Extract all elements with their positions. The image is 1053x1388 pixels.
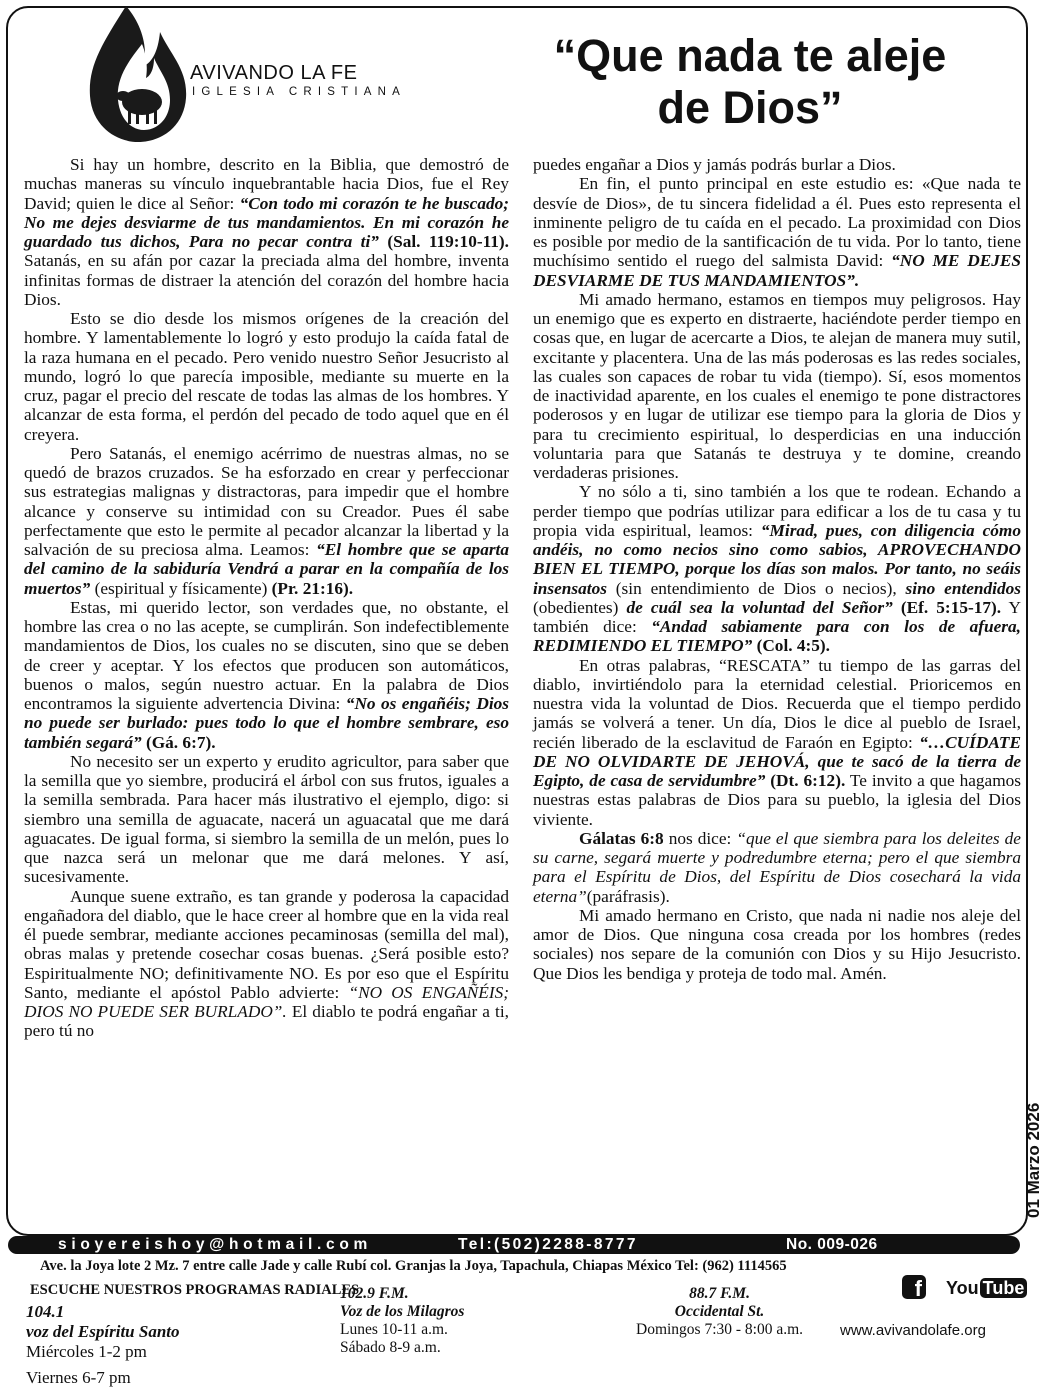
scripture-quote: “Mirad, pues, con diligencia cómo andéis, no como necios sino como sabios, APROVECHANDO BIEN EL TIEMPO, porque los días son malos. Por tanto, no seáis insensatos xyxy=(533,520,1021,598)
text-run: (sin entendimiento de Dios o necios), xyxy=(606,578,906,598)
scripture-reference: (Pr. 21:16). xyxy=(271,578,354,598)
text-run: Estas, mi querido lector, son verdades que, no obstante, el hombre las crea o no las acepte, se cumplirán. Son indefectiblemente mandamientos de Dios, los cuales no se discuten, sino que se deben de creer y aceptar. Y los efectos que producen son automáticos, buenos o malos, según nuestro actuar. En la palabra de Dios encontramos la siguiente advertencia Divina: xyxy=(24,597,509,713)
paragraph xyxy=(533,174,1021,290)
phone-number: Tel:(502)2288-8777 xyxy=(458,1236,638,1253)
text-run: Y no sólo a ti, sino también a los que te rodean. Echando a perder tiempo que podrías utilizar para edificar a los de tu casa y tu propia vida espiritual, leamos: xyxy=(533,482,1021,540)
contact-bar xyxy=(8,1236,1020,1254)
paragraph: Esto se dio desde los mismos orígenes de la creación del hombre. Y lamentablemente lo logró y esto produjo la caída fatal de la raza humana en el pecado. Pero venido nuestro Señor Jesucristo al mundo, logró lo que parecía imposible, mediante su muerte en la cruz, pagar el precio del rescate de todas las almas de los hombres. Y alcanzar de esta forma, el perdón del pecado de todo aquel que en él creyera. xyxy=(24,309,509,444)
scripture-reference: (Dt. 6:12). xyxy=(765,771,846,790)
radio-programs-heading: ESCUCHE NUESTROS PROGRAMAS RADIALES xyxy=(30,1282,360,1298)
scripture-quote: de cuál sea la voluntad del Señor” xyxy=(626,597,893,617)
text-run: Pero Satanás, el enemigo acérrimo de nuestras almas, no se quedó de brazos cruzados. Se ha esforzado en crear y perfeccionar sus estrategias malignas y distractoras, para impedir que el hombre alcance y conserve su intimidad con su Creador. Pues él sabe perfectamente que esto le permite al pecador alcanzar la libertad y la salvación de su preciosa alma. Leamos: xyxy=(24,443,509,559)
facebook-icon[interactable]: f xyxy=(902,1275,926,1299)
paragraph xyxy=(533,656,1021,829)
flame-lamb-logo-icon xyxy=(82,4,192,144)
scripture-quote: sino entendidos xyxy=(905,578,1021,598)
youtube-icon[interactable] xyxy=(946,1275,1027,1301)
email-link[interactable]: sioyereishoy@hotmail.com xyxy=(58,1236,372,1253)
title-line: “Que nada te aleje xyxy=(553,30,947,81)
youtube-tube: Tube xyxy=(980,1278,1028,1298)
station-schedule: Domingos 7:30 - 8:00 a.m. xyxy=(636,1321,804,1338)
paragraph xyxy=(533,482,1021,655)
text-run: (paráfrasis). xyxy=(586,886,670,906)
station-schedule: Sábado 8-9 a.m. xyxy=(340,1339,441,1356)
scripture-reference: Gálatas 6:8 xyxy=(579,828,664,848)
text-run: Aunque suene extraño, es tan grande y poderosa la capacidad engañadora del diablo, que le hace creer al hombre que en la vida real él puede sembrar, mediante acciones pecaminosas (semilla del mal), obras malas y pretende cosechar cosas buenas. ¿Será posible esto? Espiritualmente NO; definitivamente NO. Es por eso que el Espíritu Santo, mediante el apóstol Pablo advierte: xyxy=(24,886,509,1002)
paragraph: Mi amado hermano en Cristo, que nada ni nadie nos aleje del amor de Dios. Que ninguna cosa creada por los hombres (redes sociales) nos separe de la comunión con Dios y su Hijo Jesucristo. Que Dios les bendiga y proteja de todo mal. Amén. xyxy=(533,905,1021,983)
paragraph xyxy=(24,444,509,598)
paragraph xyxy=(24,155,509,309)
church-address: Ave. la Joya lote 2 Mz. 7 entre calle Jade y calle Rubí col. Granjas la Joya, Tapachula, Chiapas México Tel: (962) 1114565 xyxy=(40,1258,787,1274)
title-line: de Dios” xyxy=(657,82,843,133)
scripture-reference: (Ef. 5:15-17). xyxy=(892,597,1002,617)
scripture-reference: (Sal. 119:10-11). xyxy=(378,232,509,251)
text-run: En otras palabras, “RESCATA” tu tiempo de las garras del diablo, invirtiéndolo para la eternidad celestial. Prioricemos en nuestra vida la voluntad de Dios. Recuerda que el tiempo perdido jamás se volverá a tener. Un día, Dios le dice al pueblo de Israel, recién liberado de la esclavitud de Faraón en Egipto: xyxy=(533,655,1021,752)
station-schedule: Lunes 10-11 a.m. xyxy=(340,1321,448,1338)
text-run: (espiritual y físicamente) xyxy=(90,578,272,598)
text-run: El diablo te podrá engañar a ti, pero tú no xyxy=(24,1002,509,1041)
paragraph xyxy=(24,887,509,1041)
station-frequency: 104.1 xyxy=(26,1302,65,1321)
text-run: (obedientes) xyxy=(533,597,627,617)
text-run: nos dice: xyxy=(663,828,737,848)
article-title xyxy=(480,30,1020,134)
radio-station-887 xyxy=(636,1285,803,1339)
paragraph xyxy=(24,598,509,752)
scripture-quote: “que el que siembra para los deleites de su carne, segará muerte y podredumbre eterna; pero el que siembra para el Espíritu de Dios, del Espíritu de Dios cosechará la vida eterna” xyxy=(533,828,1021,906)
station-frequency: 88.7 F.M. xyxy=(689,1285,750,1302)
scripture-quote: “No os engañéis; Dios no puede ser burlado: pues todo lo que el hombre sembrare, eso también segará” xyxy=(24,694,509,752)
text-run: Y también dice: xyxy=(533,597,1021,636)
scripture-reference: (Col. 4:5). xyxy=(752,636,830,656)
station-name: Occidental St. xyxy=(674,1303,765,1320)
issue-date-text: 01 Marzo 2026 xyxy=(1024,1102,1043,1218)
radio-station-1041 xyxy=(26,1302,180,1388)
text-run: Satanás, en su afán por cazar la preciada alma del hombre, inventa infinitas formas de distraer la atención del corazón del hombre hacia Dios. xyxy=(24,251,509,309)
website-link[interactable]: www.avivandolafe.org xyxy=(840,1322,986,1339)
text-run: Te invito a que hagamos nuestras estas palabras de Dios para su pueblo, la iglesia del Dios viviente. xyxy=(533,771,1022,829)
paragraph: Mi amado hermano, estamos en tiempos muy peligrosos. Hay un enemigo que es experto en distraerte, haciéndote perder tiempo en cosas que, en lugar de acercarte a Dios, te alejan de manera muy sutil, excitante y placentera. Una de las más poderosas es las redes sociales, las cuales son capaces de robar tu vida (tiempo). Sí, esos momentos de inactividad aparente, en los cuales el enemigo te pone distractores poderosos y en lugar de utilizar ese tiempo para la gloria de Dios y para tu crecimiento espiritual, lo desperdicias en una inducción voluntaria para que Satanás te destruya y te domine, creando verdaderas prisiones. xyxy=(533,289,1021,482)
issue-number: No. 009-026 xyxy=(786,1236,878,1253)
station-frequency: 102.9 F.M. xyxy=(340,1285,409,1302)
station-schedule: Miércoles 1-2 pm xyxy=(26,1342,147,1361)
scripture-quote: “El hombre que se aparta del camino de la sabiduría Vendrá a parar en la compañía de los muertos” xyxy=(24,540,510,598)
scripture-reference: (Gá. 6:7). xyxy=(141,732,216,752)
scripture-quote: “NO OS ENGAÑÉIS; DIOS NO PUEDE SER BURLADO”. xyxy=(24,982,509,1021)
article-column-right xyxy=(533,155,1021,983)
scripture-quote: “NO ME DEJES DESVIARME DE TUS MANDAMIENTOS”. xyxy=(533,251,1021,290)
issue-date xyxy=(1024,1102,1043,1228)
station-name: Voz de los Milagros xyxy=(340,1303,465,1320)
brand-subtitle: IGLESIA CRISTIANA xyxy=(192,86,407,98)
station-name: voz del Espíritu Santo xyxy=(26,1322,180,1341)
text-run: Si hay un hombre, descrito en la Biblia, que demostró de muchas maneras su vínculo inquebrantable hacia Dios, fue el Rey David; quien le dice al Señor: xyxy=(24,155,509,213)
paragraph: puedes engañar a Dios y jamás podrás burlar a Dios. xyxy=(533,155,896,174)
scripture-quote: “Andad sabiamente para con los de afuera, REDIMIENDO EL TIEMPO” xyxy=(533,617,1021,656)
scripture-quote: “Con todo mi corazón te he buscado; No me dejes desviarme de tus mandamientos. En mi corazón he guardado tus dichos, Para no pecar contra ti” xyxy=(24,193,509,251)
station-schedule: Viernes 6-7 pm xyxy=(26,1368,131,1387)
youtube-you: You xyxy=(946,1278,979,1298)
paragraph: No necesito ser un experto y erudito agricultor, para saber que la semilla que yo siembre, producirá el árbol con sus frutos, iguales a la semilla sembrada. Para hacer más ilustrativo el ejemplo, digo: si siembro una semilla de aguacate, nacerá un aguacatal que me dará aguacates. De igual forma, si siembro la semilla de un melón, pues lo que nazca será un melonar que me dará melones. Y así, sucesivamente. xyxy=(24,751,509,887)
scripture-quote: “…CUÍDATE DE NO OLVIDARTE DE JEHOVÁ, que te sacó de la tierra de Egipto, de casa de servidumbre” xyxy=(533,732,1021,790)
brand-name: AVIVANDO LA FE xyxy=(190,62,358,84)
article-column-left xyxy=(24,155,509,1041)
paragraph xyxy=(533,829,1021,906)
radio-station-1029 xyxy=(340,1285,464,1357)
text-run: En fin, el punto principal en este estudio es: «Que nada te desvíe de Dios», de tu sincera fidelidad a él. Pues esto representa el inminente peligro de tu caída en el pecado. La proximidad con Dios es posible por medio de la santificación de tu vida. Por lo tanto, tiene muchísimo sentido el ruego del salmista David: xyxy=(533,174,1021,271)
